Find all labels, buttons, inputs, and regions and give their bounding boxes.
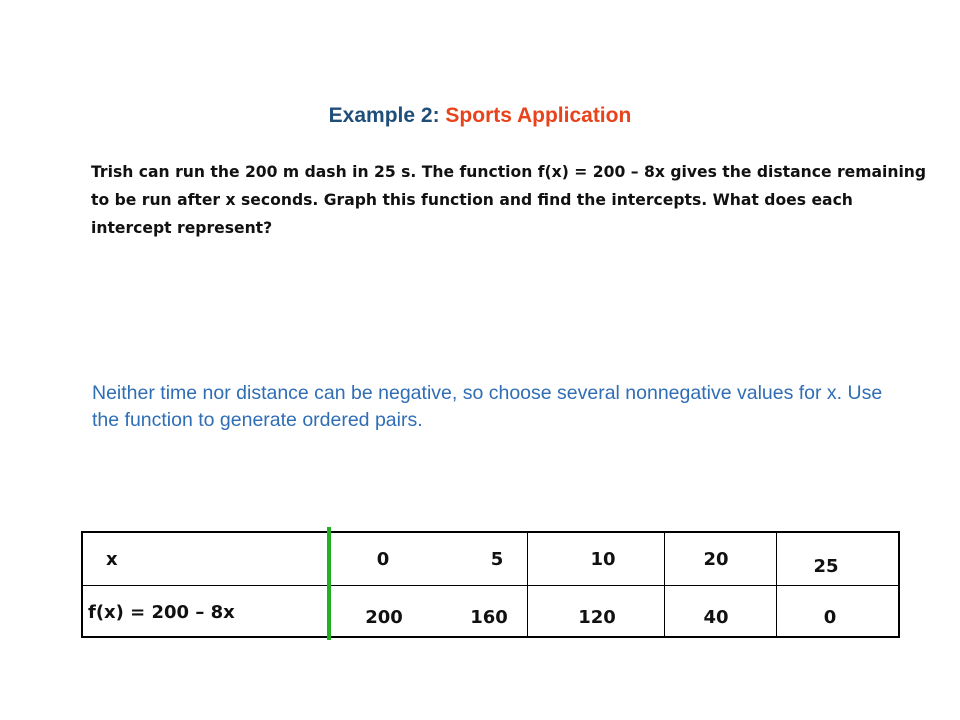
fx-value: 0 (823, 607, 837, 628)
hint-note: Neither time nor distance can be negative, so choose several nonnegative values for x. Use the function to generate ordered pairs. (92, 382, 883, 431)
title-highlight: Sports Application (445, 104, 632, 127)
row-header-x: x (106, 549, 118, 570)
problem-statement: Trish can run the 200 m dash in 25 s. The function f(x) = 200 – 8x gives the distance remaining to be run after x seconds. Graph this function and find the intercepts. What does each intercept represent? (91, 163, 927, 237)
x-value: 5 (490, 549, 504, 570)
title-prefix: Example 2: (328, 104, 440, 127)
x-value: 20 (703, 549, 729, 570)
x-value: 10 (590, 549, 616, 570)
x-value: 0 (376, 549, 390, 570)
fx-value: 160 (470, 607, 508, 628)
fx-value: 200 (365, 607, 403, 628)
x-value: 25 (813, 556, 839, 577)
slide-title (0, 104, 960, 128)
row-header-fx: f(x) = 200 – 8x (88, 602, 235, 623)
fx-value: 120 (578, 607, 616, 628)
fx-value: 40 (703, 607, 729, 628)
